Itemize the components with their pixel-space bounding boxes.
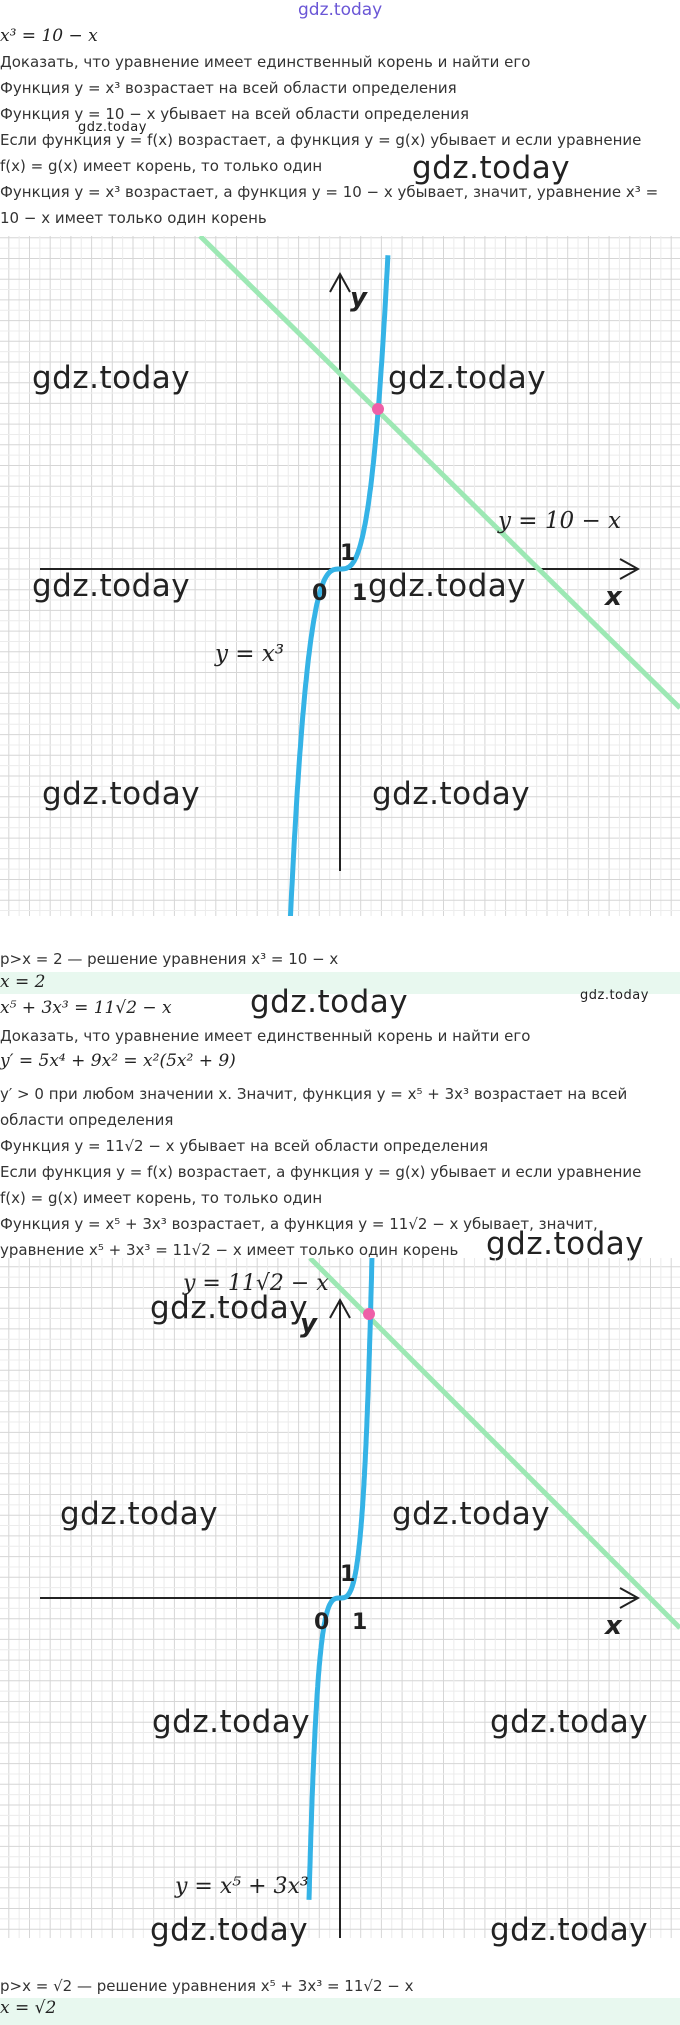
- line-label: y = 10 − x: [498, 508, 622, 534]
- task1-answer-text: p>x = 2 — решение уравнения x³ = 10 − x: [0, 950, 339, 968]
- watermark: gdz.today: [490, 1912, 649, 1948]
- task1-conclusion-line2: 10 − x имеет только один корень: [0, 209, 267, 227]
- watermark: gdz.today: [152, 1704, 311, 1740]
- x-axis-label: x: [605, 1611, 622, 1641]
- y-tick-label: 1: [340, 1562, 356, 1587]
- watermark: gdz.today: [372, 776, 531, 812]
- task1-conclusion-line1: Функция y = x³ возрастает, а функция y = 10 − x убывает, значит, уравнение x³ =: [0, 183, 659, 201]
- y-tick-label: 1: [340, 541, 356, 566]
- task2-conclusion-line1: Функция y = x⁵ + 3x³ возрастает, а функция y = 11√2 − x убывает, значит,: [0, 1215, 598, 1233]
- task2-g-decreasing: Функция y = 11√2 − x убывает на всей области определения: [0, 1137, 489, 1155]
- site-link[interactable]: gdz.today: [298, 0, 383, 20]
- watermark: gdz.today: [250, 984, 409, 1020]
- curve-label: y = x³: [215, 641, 285, 667]
- task2-answer: x = √2: [0, 1998, 680, 2025]
- y-axis-label: y: [350, 283, 367, 313]
- x-tick-label: 1: [352, 581, 368, 606]
- origin-label: 0: [312, 581, 328, 606]
- task1-rule-line2: f(x) = g(x) имеет корень, то только один: [0, 157, 323, 175]
- intersection-point: [372, 403, 384, 415]
- watermark: gdz.today: [580, 988, 649, 1003]
- watermark: gdz.today: [60, 1496, 219, 1532]
- task2-graph: [0, 1258, 680, 1938]
- task1-equation: x³ = 10 − x: [0, 26, 98, 46]
- origin-label: 0: [314, 1610, 330, 1635]
- watermark: gdz.today: [150, 1290, 309, 1326]
- watermark: gdz.today: [78, 120, 147, 135]
- task1-rule-line1: Если функция y = f(x) возрастает, а функция y = g(x) убывает и если уравнение: [0, 131, 642, 149]
- watermark: gdz.today: [486, 1226, 645, 1262]
- task2-answer-text: p>x = √2 — решение уравнения x⁵ + 3x³ = 11√2 − x: [0, 1977, 414, 1995]
- watermark: gdz.today: [368, 568, 527, 604]
- watermark: gdz.today: [42, 776, 201, 812]
- task2-derivative-line2: области определения: [0, 1111, 174, 1129]
- line-10-minus-x: [200, 236, 680, 708]
- watermark: gdz.today: [490, 1704, 649, 1740]
- watermark: gdz.today: [392, 1496, 551, 1532]
- task2-prove-text: Доказать, что уравнение имеет единственный корень и найти его: [0, 1027, 531, 1045]
- task1-g-decreasing: Функция y = 10 − x убывает на всей области определения: [0, 105, 469, 123]
- watermark: gdz.today: [388, 360, 547, 396]
- task1-answer: x = 2: [0, 972, 680, 994]
- x-tick-label: 1: [352, 1610, 368, 1635]
- task1-f-increasing: Функция y = x³ возрастает на всей области определения: [0, 79, 457, 97]
- task2-rule-line2: f(x) = g(x) имеет корень, то только один: [0, 1189, 323, 1207]
- intersection-point: [363, 1308, 375, 1320]
- task2-conclusion-line2: уравнение x⁵ + 3x³ = 11√2 − x имеет только один корень: [0, 1241, 459, 1259]
- task2-derivative-line1: y′ > 0 при любом значении x. Значит, функция y = x⁵ + 3x³ возрастает на всей: [0, 1085, 628, 1103]
- watermark: gdz.today: [32, 568, 191, 604]
- watermark: gdz.today: [412, 150, 571, 186]
- curve-label: y = x⁵ + 3x³: [175, 1874, 309, 1899]
- line-label: y = 11√2 − x: [183, 1271, 329, 1296]
- task2-rule-line1: Если функция y = f(x) возрастает, а функция y = g(x) убывает и если уравнение: [0, 1163, 642, 1181]
- task2-derivative: y′ = 5x⁴ + 9x² = x²(5x² + 9): [0, 1051, 236, 1071]
- task2-equation: x⁵ + 3x³ = 11√2 − x: [0, 998, 172, 1018]
- x-axis-label: x: [605, 582, 622, 612]
- watermark: gdz.today: [150, 1912, 309, 1948]
- watermark: gdz.today: [32, 360, 191, 396]
- task1-prove-text: Доказать, что уравнение имеет единственный корень и найти его: [0, 53, 531, 71]
- y-axis-label: y: [300, 1309, 317, 1339]
